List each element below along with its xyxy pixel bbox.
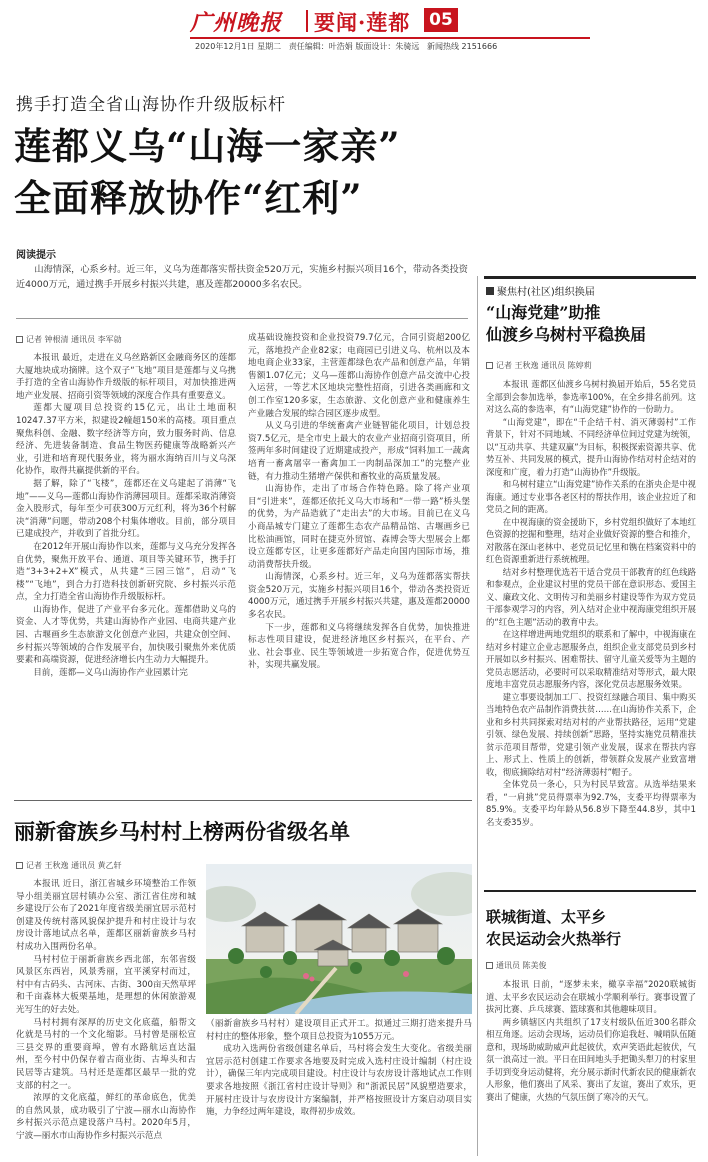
paper-name: 广州晚报 [190, 10, 283, 36]
sidebar-tag: 聚焦村(社区)组织换届 [486, 283, 595, 298]
story3-para: 本报讯 日前，“逐梦未来，橄享幸福”2020联城街道、太平乡农民运动会在联城小学顺利举行。赛事设置了拔河比赛、乒乓球赛、篮球赛和其他趣味项目。 [486, 979, 696, 1014]
story2-top-rule [14, 800, 472, 801]
lead-para: 从义乌引进的华统畜禽产业链智能化项目，计划总投资7.5亿元，是全市史上最大的农业产业招商引资项目，所签两年多时间建设了近期建成投产，形成“饲料加工一蔬禽培育一畜禽屠宰一畜禽加工一肉制品深加工”的完整产业链，有力推动生猪增产保供和畜牧业的高质量发展。 [248, 421, 470, 482]
sidebar-headline-2: 仙渡乡乌树村平稳换届 [486, 325, 647, 344]
story2-para: 马村村拥有深厚的历史文化底蕴，船帮文化就是马村的一个文化缩影。马村曾是丽松宣三县交界的重要商埠，曾有水路航运直达温州，至今村中仍保存着古商业街、古埠头和古民居等古建筑。马村还是莲都区最早一批的党支部的村之一。 [16, 1017, 196, 1091]
story3-para: 两乡镇辖区内共组织了17支村级队伍近300名群众相互角逐。运动会现场，运动员们你追我赶、喊哨队伍随意和，现场助威助威声此起彼伏，欢声笑语此起彼伏，气氛一浪高过一浪。平日在田间地头手把锄头犁刀的村家里手切到变身运动健将，充分展示新时代新农民的健康新农人形象，他们赛出了风采、赛出了友谊，赛出了欢乐，更赛出了健康，火热的气氛压倒了寒冷的天气。 [486, 1016, 696, 1102]
sidebar-para: 结对乡村整理优选若干适合党员干部教育的红色线路和参观点，企业建议村里的党员干部在意识形态、爱国主义、廉政文化、文明传习和美丽乡村建设等作为双方党员干部参观学习的内容，列入结对企业中视海康党组织开展的“红色主题”活动的教育中去。 [486, 566, 696, 627]
story2-col-1 [16, 878, 196, 1156]
story3-headline-2: 农民运动会火热举行 [486, 930, 622, 948]
date-line: 2020年12月1日 星期二 [195, 42, 282, 51]
lead-kicker: 携手打造全省山海协作升级版标杆 [16, 95, 286, 115]
sidebar-headline-1: “山海党建”助推 [486, 303, 601, 322]
lead-summary: 山海情深，心系乡村。近三年，义乌为莲都落实帮扶资金520万元，实施乡村振兴项目16个，带动各类投资近4000万元，通过携手开展乡村振兴共建，惠及莲都20000多名农民。 [16, 264, 468, 290]
lead-para: 目前，莲都—义乌山海协作产业园累计完 [33, 667, 188, 678]
story2-headline: 丽新畲族乡马村村上榜两份省级名单 [14, 819, 350, 844]
story3-headline-1: 联城街道、太平乡 [486, 908, 607, 926]
story3-top-rule [484, 890, 696, 892]
story3-body [486, 978, 696, 1156]
lead-para: 据了解，除了“飞楼”，莲都还在义乌建起了消薄“飞地”——义乌—莲都山海协作消薄园项目。莲都采取消薄资金入股形式，每年至少可获300万元红利，将为36个村解决“消薄”问题，带动208个村集体增收。目前，部分项目已建成投产，并收到了首批分红。 [16, 478, 236, 540]
lead-para: 本报讯 最近，走进在义乌丝路新区金融商务区的莲都大厦地块成功摘牌。这个双子“飞地”项目是莲都与义乌携手打造的全省山海协作升级版的标杆项目，对加快推进两地产业发展、招商引资等领域的深度合作具有重要意义。 [16, 353, 236, 401]
page-number: 05 [424, 8, 458, 32]
byline-box-icon [16, 862, 23, 869]
lead-para: 山海协作，促进了产业平台多元化。莲都借助义乌的资金、人才等优势，共建山海协作产业园、电商共建产业园、古堰画乡生态旅游文化创意产业园，共建众创空间、乡村振兴等领域的合作发展平台，加快吸引聚焦外来优质要素和高端资源，促进经济增长内生动力大幅提升。 [16, 604, 236, 666]
lead-col-2 [248, 332, 470, 780]
summary-rule [16, 318, 468, 319]
story2-para: 浓厚的文化底蕴，鲜红的革命底色，优美的自然风景，成功吸引了宁波—丽水山海协作乡村振兴示范点建设落户马村。2020年5月，宁波—丽水市山海协作乡村振兴示范点 [16, 1093, 196, 1141]
sidebar-para: 在这样增进两地党组织的联系和了解中，中视海康在结对乡村建立企业志愿服务点，组织企业支部党员到乡村开展如以乡村振兴、困难帮扶、留守儿童关爱等为主题的党员志愿活动，必要时可以采取精准结对等形式，最大限度地丰富党员志愿服务内容，深化党员志愿服务效果。 [486, 629, 696, 689]
sidebar-para: “山海党建”，即在“千企结千村、消灭薄弱村”工作背景下，针对不同地域、不同经济单位间过党建为统领，以“互动共享、共建双赢”为目标，积极探索资源共享、优势互补、共同发展的模式，提升山海协作结对村企结对的深度和广度，着力打造“山海协作”升级版。 [486, 416, 696, 477]
masthead [0, 0, 708, 51]
masthead-info [195, 41, 497, 52]
sidebar-para: 本报讯 莲都区仙渡乡乌树村换届开始后，55名党员全部到会参加选举，参选率100%，在全乡排名前列。这对这么高的参选率，有“山海党建”协作的一份助力。 [486, 379, 696, 414]
summary-label: 阅读提示 [16, 250, 56, 261]
lead-col-1 [16, 352, 236, 780]
lead-para: 山海协作，走出了市场合作特色路。除了将产业项目“引进来”，莲都还依托义乌大市场和“一带一路”桥头堡的优势，为产品造就了“走出去”的大市场。目前已在义乌小商品城专门建立了莲都生态农产品精品馆、古堰画乡已比松油画馆，同时在捷克外贸馆、森博会等大型展会上都设立莲都专区，让更多莲都好产品走向国内国际市场，推动消费帮扶升级。 [248, 484, 470, 570]
byline-box-icon [486, 962, 493, 969]
story2-byline: 记者 王秋逸 通讯员 黄乙轩 [16, 860, 216, 871]
lead-byline: 记者 钟根清 通讯员 李军勍 [16, 334, 236, 345]
sidebar-para: 全体党员一条心，只为村民早致富。从选举结果来看，“一肩挑”党员得票率为92.7%，支委平均得票率为85.9%。支委平均年龄从56.8岁下降至44.8岁，其中1名支委35岁。 [486, 779, 696, 827]
sidebar-body [486, 378, 696, 884]
story2-para: （丽新畲族乡马村村）建设项目正式开工。拟通过三期打造来提升马村村庄的整体形象，整个项目总投资为1055万元。 [206, 1019, 472, 1042]
byline-box-icon [16, 336, 23, 343]
lead-para: 成基础设施投资和企业投资79.7亿元，合同引资超200亿元，落地投产企业82家；电商园已引进义乌、杭州以及本地电商企业33家，主营莲都绿色农产品和创意产品，年销售额1.07亿元；义乌—莲都山海协作创意产品交流中心投入运营，一等艺术区地块完整性招商，引进各类画廊和文创工作室120多家，生态旅游、文化创意产业和健康养生产业融合发展的综合园区逐步成型。 [248, 333, 470, 419]
story3-byline: 通讯员 陈美俊 [486, 960, 696, 971]
sidebar-para: 和乌树村建立“山海党建”协作关系的在浙央企是中视海康。通过专业事各老区村的帮扶作用，该企业拉近了和党员之间的距离。 [486, 479, 696, 514]
byline-box-icon [486, 362, 493, 369]
section-name: 要闻·莲都 [314, 10, 411, 35]
lead-headline-1: 莲都义乌“山海一家亲” [14, 124, 401, 168]
lead-para: 莲都大厦项目总投资约15亿元，出让土地面积10247.37平方米，拟建设2幢超150米的高楼。项目重点聚焦科创、金融、数字经济等方向，致力服务时尚、信息经济、先进装备制造、食品生物医药健康等战略新兴产业，引进和培育现代服务业，将为丽水海纳百川与义乌深化协作，取得共赢提供新的平台。 [16, 403, 236, 477]
sidebar-top-rule [484, 276, 696, 279]
sidebar-para: 在中视海康的资金援助下，乡村党组织做好了本地红色资源的挖掘和整理，结对企业做好资源的整合和推介，对散落在深山老林中、老党员记忆里和镌在档案资料中的红色资源重新进行系统梳理。 [486, 516, 696, 564]
lead-para: 山海情深，心系乡村。近三年，义乌为莲都落实帮扶资金520万元，实施乡村振兴项目16个，带动各类投资近4000万元，通过携手开展乡村振兴共建，惠及莲都20000多名农民。 [248, 572, 470, 621]
village-rendering-icon [206, 864, 472, 1014]
lead-headline-2: 全面释放协作“红利” [14, 176, 363, 220]
story2-col-2 [206, 1018, 472, 1156]
tag-box-icon [486, 287, 494, 295]
masthead-divider [306, 10, 308, 32]
lead-para: 下一步，莲都和义乌将继续发挥各自优势，加快推进标志性项目建设，促进经济地区乡村振兴，在平台、产业、社会事业、民生等领域进一步拓宽合作，促进优势互补，实现共赢发展。 [248, 622, 470, 671]
masthead-red-rule [190, 37, 590, 39]
story2-para: 本报讯 近日，浙江省城乡环境整治工作领导小组美丽宜居村镇办公室、浙江省住房和城乡建设厅公布了2021年度省级美丽宜居示范村创建及传统村落风貌保护提升和村庄设计与农房设计落地试点名单，莲都区丽新畲族乡马村村成功入围两份名单。 [16, 879, 196, 952]
village-photo [206, 864, 472, 1014]
hotline: 新闻热线 2151666 [427, 42, 498, 51]
story2-para: 马村村位于丽新畲族乡西北部，东邻省级风景区东西岩，风景秀丽，宜平溪穿村而过，村中有古码头、古河床、古街、300亩天然草坪和千亩森林大板栗基地，是理想的休闲旅游观光写生的好去处。 [16, 954, 196, 1015]
story2-para: 成功入选两份省级创建名单后，马村将会发生大变化。省级美丽宜居示范村创建工作要求各地要及时完成入选村庄设计编制（村庄设计），确保三年内完成项目建设。村庄设计与农房设计落地试点工作则要求各地按照《浙江省村庄设计导则》和“浙派民居”风貌塑造要求，开展村庄设计与农房设计方案编制，并严格按照设计方案启动项目实施，力争经过两年建设，取得初步成效。 [206, 1044, 472, 1118]
editor-line: 责任编辑：叶浩娟 版面设计：朱骑远 [288, 42, 420, 51]
sidebar-para: 建立事要设制加工厂、投资红绿融合项目、集中购买当地特色农产品制作消费扶贫……在山海协作关系下，企业和乡村共同探索对结对村的产业帮扶路径，运用“党建引领、绿色发展、持续创新”思路，坚持实施党员精准扶贫示范项目帮带，党建引领产业发展，谋求在帮扶内容上、形式上、性质上的创新，带领群众发展产业致富增收，彻底摘除结对村“经济薄弱村”帽子。 [486, 691, 696, 777]
sidebar-byline: 记者 王秋逸 通讯员 陈婷莉 [486, 360, 696, 371]
lead-para: 在2012年开展山海协作以来，莲都与义乌充分发挥各自优势，聚焦开放平台、通道、项目等关键环节，携手打造“3+3+2+X”模式，从共建“三园三馆”，启动“飞楼”“飞地”，到合力打造科技创新研究院、乡村振兴示范点，全力打造全省山海协作升级版标杆。 [16, 541, 236, 603]
column-divider [477, 276, 478, 1156]
